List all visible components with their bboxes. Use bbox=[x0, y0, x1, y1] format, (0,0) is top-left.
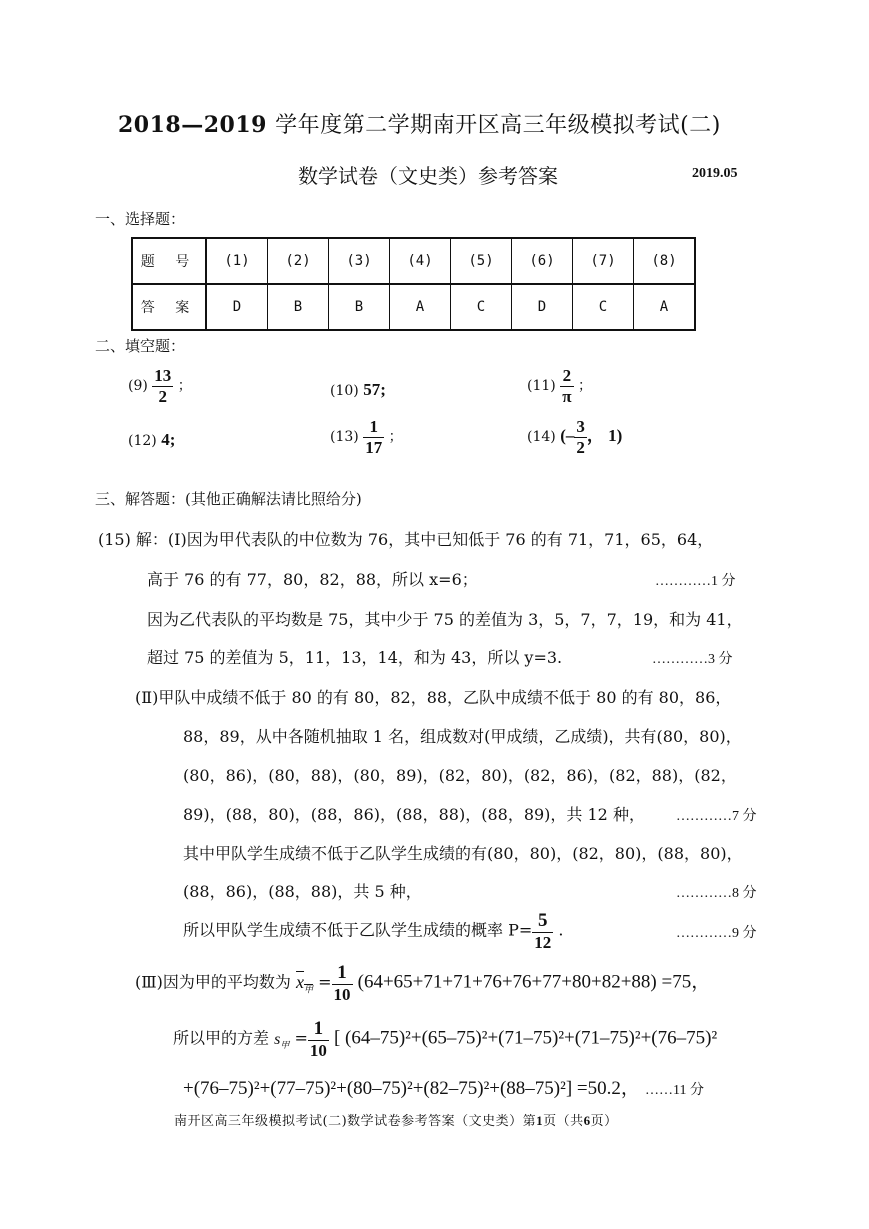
q15-line-1: (15) 解：(Ⅰ)因为甲代表队的中位数为 76，其中已知低于 76 的有 71，71，65，64， bbox=[98, 530, 714, 549]
fraction: $\frac{2}{\pi}$ bbox=[562, 366, 572, 406]
q15-part3-line-1: (Ⅲ)因为甲的平均数为 $x_甲$ = $\frac{1}{10}$ (64+65+71+71+76+76+77+80+82+88) =75， bbox=[135, 962, 711, 1004]
item-number: (13) bbox=[330, 429, 359, 446]
page-number: 1 bbox=[536, 1113, 544, 1128]
question-number: (7) bbox=[573, 238, 634, 284]
section1-heading: 一、选择题： bbox=[95, 210, 186, 228]
answer-cell: C bbox=[451, 284, 512, 330]
question-number: (4) bbox=[390, 238, 451, 284]
q15-part2-line-2: 88，89，从中各随机抽取 1 名，组成数对(甲成绩，乙成绩)，共有(80，80)， bbox=[183, 727, 742, 746]
answer-cell: D bbox=[206, 284, 268, 330]
fill-item-9: (9) $\frac{13}{2}$ ； bbox=[128, 366, 192, 406]
score-mark: …………9 分 bbox=[676, 926, 757, 941]
table-row-answers bbox=[132, 284, 695, 330]
answer-cell: C bbox=[573, 284, 634, 330]
answer-cell: B bbox=[268, 284, 329, 330]
fraction: $\frac{1}{10}$ bbox=[333, 962, 351, 1004]
section3-heading: 三、解答题：(其他正确解法请比照给分) bbox=[95, 490, 362, 508]
question-number: (2) bbox=[268, 238, 329, 284]
q15-part2-line-1: (Ⅱ)甲队中成绩不低于 80 的有 80，82，88，乙队中成绩不低于 80 的有 80，86， bbox=[135, 688, 732, 707]
fraction: $\frac{13}{2}$ bbox=[154, 366, 172, 406]
q15-part2-line-5: 其中甲队学生成绩不低于乙队学生成绩的有(80，80)，(82，80)，(88，80)， bbox=[183, 844, 743, 863]
score-mark: ……11 分 bbox=[644, 1083, 704, 1098]
item-value: 4; bbox=[161, 430, 176, 449]
item-number: (9) bbox=[128, 378, 148, 395]
page-footer: 南开区高三年级模拟考试(二)数学试卷参考答案（文史类）第1页（共6页） bbox=[174, 1113, 618, 1129]
answer-table bbox=[131, 237, 696, 331]
fill-item-11: (11) $\frac{2}{\pi}$ ； bbox=[527, 366, 592, 406]
score-mark: …………1 分 bbox=[655, 574, 736, 589]
item-number: (12) bbox=[128, 433, 157, 449]
answer-cell: A bbox=[634, 284, 696, 330]
answer-cell: A bbox=[390, 284, 451, 330]
score-mark: …………7 分 bbox=[676, 809, 757, 824]
item-number: (11) bbox=[527, 378, 556, 395]
table-row-numbers bbox=[132, 238, 695, 284]
fraction: $\frac{1}{17}$ bbox=[365, 417, 383, 457]
part3-label: (Ⅲ) bbox=[135, 972, 163, 992]
document-date: 2019.05 bbox=[692, 166, 738, 181]
title-text: 学年度第二学期南开区高三年级模拟考试(二) bbox=[275, 113, 721, 138]
q15-part2-line-7: 所以甲队学生成绩不低于乙队学生成绩的概率 P= $\frac{5}{12}$ . bbox=[183, 910, 564, 952]
q15-part2-line-3: (80，86)，(80，88)，(80，89)，(82，80)，(82，86)，(82，88)，(82， bbox=[183, 766, 737, 785]
title-years: 2018—2019 bbox=[118, 112, 267, 138]
answer-cell: D bbox=[512, 284, 573, 330]
q15-part2-line-6: (88，86)，(88，88)，共 5 种， bbox=[183, 882, 422, 901]
document-subtitle: 数学试卷（文史类）参考答案 bbox=[298, 164, 558, 188]
item-number: (14) bbox=[527, 429, 556, 446]
row-label-answer: 答 案 bbox=[132, 284, 206, 330]
q15-line-2: 高于 76 的有 77，80，82，88，所以 x=6； bbox=[147, 570, 478, 589]
answer-cell: B bbox=[329, 284, 390, 330]
score-mark: …………8 分 bbox=[676, 886, 757, 901]
fill-item-13: (13) $\frac{1}{17}$ ； bbox=[330, 417, 403, 457]
probability-fraction: $\frac{5}{12}$ bbox=[534, 910, 552, 952]
row-label-number: 题 号 bbox=[132, 238, 206, 284]
item-number: (10) bbox=[330, 383, 359, 399]
fill-item-10 bbox=[330, 380, 386, 400]
item-value: 57; bbox=[363, 380, 386, 399]
q15-line-3: 因为乙代表队的平均数是 75，其中少于 75 的差值为 3，5，7，7，19，和为 41， bbox=[147, 610, 743, 629]
fraction: $\frac{3}{2}$ bbox=[576, 417, 585, 457]
part2-label: (Ⅱ) bbox=[135, 688, 159, 707]
question-number: (5) bbox=[451, 238, 512, 284]
question-number: (8) bbox=[634, 238, 696, 284]
q15-label: (15) 解：(Ⅰ) bbox=[98, 530, 187, 549]
q15-line-4: 超过 75 的差值为 5，11，13，14，和为 43，所以 y=3. bbox=[147, 648, 563, 667]
q15-part3-line-2: 所以甲的方差 $s_甲$ = $\frac{1}{10}$ [ (64–75)²+(65–75)²+(71–75)²+(71–75)²+(76–75)² bbox=[173, 1018, 718, 1060]
question-number: (6) bbox=[512, 238, 573, 284]
q15-part2-line-4: 89)，(88，80)，(88，86)，(88，88)，(88，89)，共 12 种， bbox=[183, 805, 645, 824]
question-number: (3) bbox=[329, 238, 390, 284]
score-mark: …………3 分 bbox=[652, 652, 733, 667]
document-title bbox=[118, 108, 721, 139]
fill-item-14: (14) (– $\frac{3}{2}$ ， 1) bbox=[527, 417, 623, 457]
section2-heading: 二、填空题： bbox=[95, 337, 186, 355]
variance-symbol: $s_甲$ bbox=[274, 1030, 290, 1050]
mean-symbol: $x_甲$ bbox=[296, 971, 314, 995]
fill-item-12 bbox=[128, 430, 175, 450]
fraction: $\frac{1}{10}$ bbox=[309, 1018, 327, 1060]
q15-part3-line-3: +(76–75)²+(77–75)²+(80–75)²+(82–75)²+(88–75)²] =50.2， ……11 分 bbox=[183, 1078, 704, 1099]
question-number: (1) bbox=[206, 238, 268, 284]
total-pages: 6 bbox=[583, 1113, 591, 1128]
